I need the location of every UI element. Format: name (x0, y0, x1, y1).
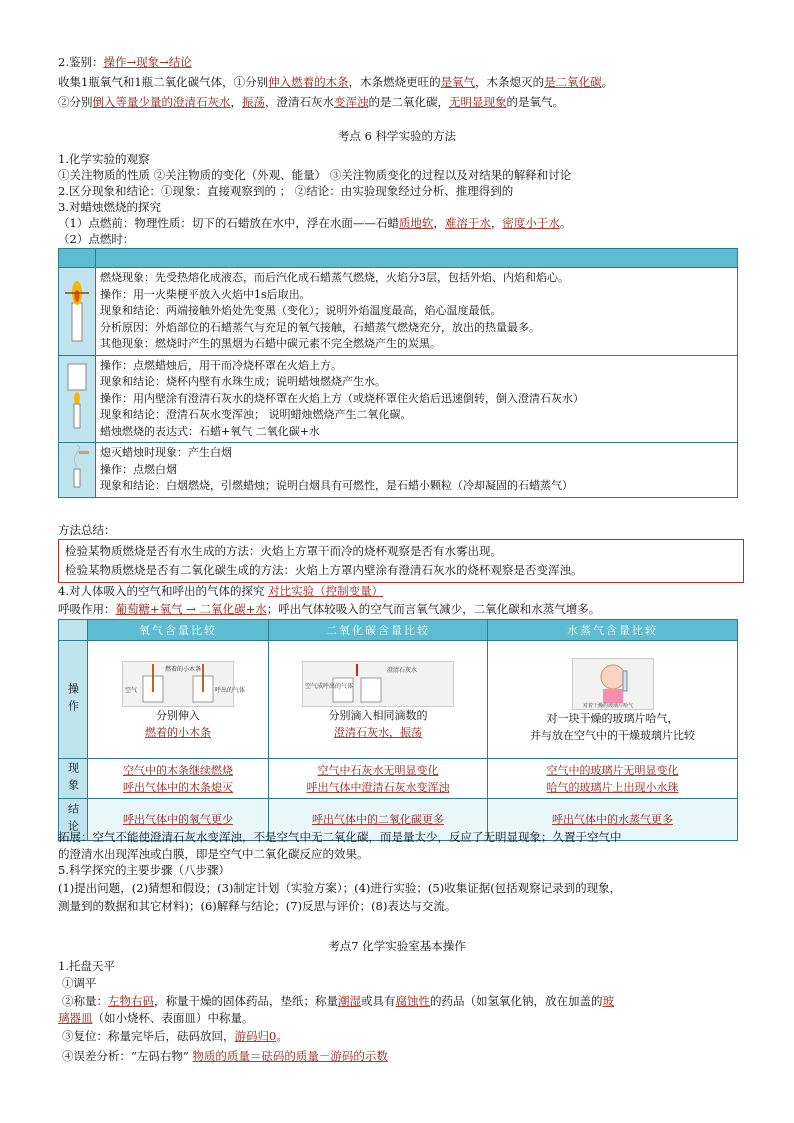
method-co2: 检验某物质燃烧是否有二氧化碳生成的方法：火焰上方罩内壁涂有澄清石灰水的烧杯观察是否变浑浊。 (65, 563, 583, 577)
obs-water: 空气中的玻璃片无明显变化 哈气的玻璃片上出现小水珠 (488, 759, 738, 799)
respiration-line: 呼吸作用：葡萄糖+氧气 → 二氧化碳+水；呼出气体较吸入的空气而言氧气减少，二氧化碳和水蒸气增多。 (58, 602, 601, 616)
row-label-operation: 操作 (59, 641, 88, 759)
svg-text:燃着的小木条: 燃着的小木条 (165, 665, 202, 673)
candle-row-beaker (59, 355, 738, 443)
svg-text:空气成呼出的气体: 空气成呼出的气体 (305, 682, 354, 690)
extension-line-2: 的澄清水出现浑浊或白膜，即是空气中二氧化碳反应的效果。 (58, 847, 369, 861)
beaker-over-candle-icon (64, 360, 90, 432)
method-title: 方法总结： (58, 523, 116, 537)
candle-flame-image (59, 268, 96, 356)
method-water: 检验某物质燃烧是否有水生成的方法：火焰上方罩干而冷的烧杯观察是否有水雾出现。 (65, 544, 502, 558)
con-water: 呼出气体中的水蒸气更多 (488, 799, 738, 841)
identify-line-1: 收集1瓶氧气和1瓶二氧化碳气体，①分别伸入燃着的木条，木条燃烧更旺的是氧气，木条熄灭的是二氧化碳。 (58, 75, 614, 89)
steps-line-1: (1)提出问题，(2)猜想和假设；(3)制定计划（实验方案）；(4)进行实验；(5)收集证据(包括观察记录到的现象， (58, 881, 622, 895)
candle-heading: 3.对蜡烛燃烧的探究 (58, 200, 161, 214)
identify-title: 2.鉴别： (58, 55, 104, 69)
white-smoke-icon (64, 445, 90, 489)
flame-other: 其他现象：燃烧时产生的黑烟为石蜡中碳元素不完全燃烧产生的炭黑。 (100, 337, 441, 350)
header-oxygen: 氧气含量比较 (88, 620, 269, 641)
row-label-conclusion: 结论 (59, 799, 88, 841)
observe-heading: 1.化学实验的观察 (58, 152, 150, 166)
candle-table (58, 248, 738, 498)
beaker-image (59, 355, 96, 443)
beaker-result-2: 现象和结论：澄清石灰水变浑浊； 说明蜡烛燃烧产生二氧化碳。 (100, 408, 412, 421)
balance-step-1: ①调平 (62, 976, 97, 990)
balance-step-4: ④误差分析：“左码右物” 物质的质量＝砝码的质量－游码的示数 (62, 1049, 388, 1063)
beaker-result-1: 现象和结论：烧杯内壁有水珠生成；说明蜡烛燃烧产生水。 (100, 375, 386, 388)
header-water: 水蒸气含量比较 (488, 620, 738, 641)
breath-table (58, 619, 738, 841)
steps-line-2: 测量到的数据和其它材料)；(6)解释与结论；(7)反思与评价；(8)表达与交流。 (58, 899, 457, 913)
phenomenon-vs-conclusion: 2.区分现象和结论：①现象：直接观察到的 ； ②结论：由实验现象经过分析、推理得到的 (58, 184, 514, 198)
smoke-image (59, 443, 96, 498)
observe-points: ①关注物质的性质 ②关注物质的变化（外观、能量） ③关注物质变化的过程以及对结果的解释和讨论 (58, 168, 572, 182)
combustion-expression: 蜡烛燃烧的表达式：石蜡+氧气 二氧化碳+水 (100, 424, 320, 438)
obs-co2: 空气中石灰水无明显变化 呼出气体中澄清石灰水变浑浊 (269, 759, 488, 799)
balance-step-2: ②称量：左物右码，称量干燥的固体药品，垫纸；称量潮湿或具有腐蚀性的药品（如氢氧化钠，放在加盖的玻 (62, 994, 614, 1008)
obs-oxygen: 空气中的木条继续燃烧 呼出气体中的木条熄灭 (88, 759, 269, 799)
ignite-label: （2）点燃时： (58, 232, 135, 246)
svg-text:呼出的气体: 呼出的气体 (215, 686, 246, 694)
section-title-kp7: 考点7 化学实验室基本操作 (328, 939, 466, 953)
before-ignite: （1）点燃前：物理性质：切下的石蜡放在水中，浮在水面——石蜡质地软，难溶于水，密度小于水。 (58, 216, 572, 230)
svg-text:空气: 空气 (125, 686, 138, 694)
op-co2: 澄清石灰水 空气成呼出的气体 分别滴入相同滴数的 澄清石灰水，振荡 (269, 641, 488, 759)
wood-strip-jars-icon (122, 661, 246, 707)
flame-conclusion: 现象和结论：两端接触外焰处先变黑（变化）；说明外焰温度最高，焰心温度最低。 (100, 304, 502, 317)
smoke-conclusion: 现象和结论：白烟燃烧，引燃蜡烛；说明白烟具有可燃性，是石蜡小颗粒（冷却凝固的石蜡蒸气） (100, 479, 573, 492)
flame-phenomenon: 燃烧现象：先受热熔化成液态，而后汽化成石蜡蒸气燃烧，火焰分3层，包括外焰、内焰和焰心。 (100, 271, 569, 284)
svg-text:对着干燥的玻璃片哈气: 对着干燥的玻璃片哈气 (582, 702, 633, 709)
balance-step-3: ③复位：称量完毕后，砝码放回，游码归0。 (62, 1029, 288, 1043)
balance-heading: 1.托盘天平 (58, 959, 115, 973)
steps-heading: 5.科学探究的主要步骤（八步骤） (58, 863, 230, 877)
op-water: 对着干燥的玻璃片哈气 对一块干燥的玻璃片哈气， 并与放在空气中的干燥玻璃片比较 (488, 641, 738, 759)
candle-row-flame (59, 268, 738, 356)
svg-text:澄清石灰水: 澄清石灰水 (387, 666, 418, 674)
identify-steps: 操作→现象→结论 (103, 55, 192, 69)
extension-line-1: 拓展：空气不能使澄清石灰水变浑浊，不是空气中无二氧化碳，而是量太少，反应了无明显现象；久置于空气中 (58, 830, 622, 844)
balance-step-2-cont: 璃器皿（如小烧杯、表面皿）中称量。 (58, 1011, 254, 1025)
candle-flame-icon (64, 273, 90, 345)
candle-table-header (59, 249, 738, 268)
method-summary-box (58, 539, 744, 583)
flame-operation: 操作：用一火柴梗平放入火焰中1s后取出。 (100, 287, 311, 301)
op-oxygen: 燃着的小木条 空气 呼出的气体 分别伸入 燃着的小木条 (88, 641, 269, 759)
section-title-kp6: 考点 6 科学实验的方法 (337, 129, 457, 143)
beaker-op-1: 操作：点燃蜡烛后，用干而冷烧杯罩在火焰上方。 (100, 358, 342, 372)
con-oxygen: 呼出气体中的氧气更少 (88, 799, 269, 841)
limewater-bottles-icon (302, 661, 454, 707)
beaker-op-2: 操作：用内壁涂有澄清石灰水的烧杯罩在火焰上方（或烧杯罩住火焰后迅速倒转，倒入澄清石灰水） (100, 391, 584, 405)
smoke-phenomenon: 熄灭蜡烛时现象：产生白烟 (100, 446, 232, 459)
identify-line-2: ②分别倒入等量少量的澄清石灰水，振荡，澄清石灰水变浑浊的是二氧化碳，无明显现象的是氧气。 (58, 95, 564, 109)
identify-heading (58, 54, 192, 71)
smoke-operation: 操作：点燃白烟 (100, 462, 177, 476)
con-co2: 呼出气体中的二氧化碳更多 (269, 799, 488, 841)
header-co2: 二氧化碳含量比较 (269, 620, 488, 641)
breath-heading: 4.对人体吸入的空气和呼出的气体的探究 对比实验（控制变量） (58, 584, 384, 598)
flame-reason: 分析原因：外焰部位的石蜡蒸气与充足的氧气接触，石蜡蒸气燃烧充分，放出的热量最多。 (100, 320, 540, 334)
breathing-girl-icon (572, 658, 654, 710)
row-label-phenomenon: 现象 (59, 759, 88, 799)
candle-row-smoke (59, 443, 738, 498)
